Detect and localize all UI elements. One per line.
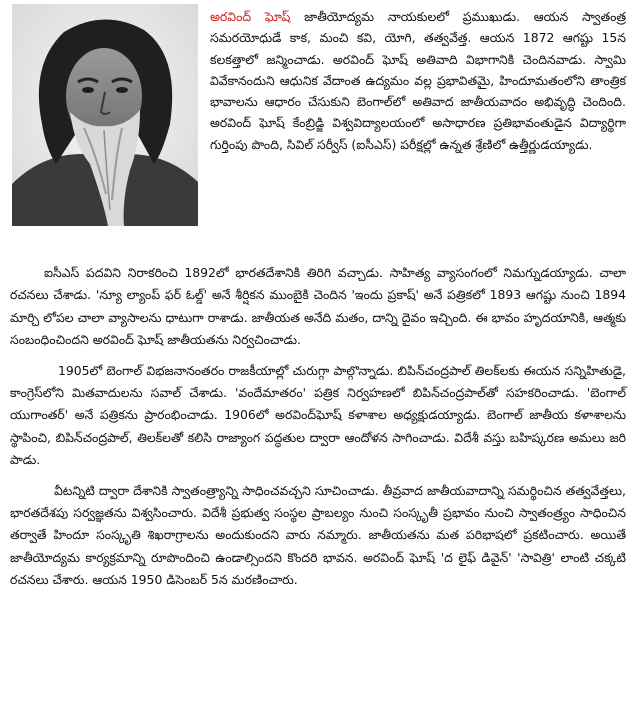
article-body xyxy=(10,262,626,600)
paragraph-philosophy-and-death: వీటన్నిటి ద్వారా దేశానికి స్వాతంత్ర్యాన్ని సాధించవచ్చని సూచించాడు. తీవ్రవాద జాతీయవాదాన్ని సమర్థించిన తత్వవేత్తలు, భారతదేశపు సర్వజ్ఞతను విశ్వసించారు. విదేశీ ప్రభుత్వ సంస్థల ప్రాబల్యం నుంచి సంస్కృతీ ప్రభావం నుంచి స్వాతంత్ర్యం సాధించిన తర్వాతే హిందూ సంస్కృతి శిఖరాగ్రాలను అందుకుందని వారు నమ్మారు. జాతీయతను మత పరిభాషలో ప్రకటించారు. అయితే జాతీయోద్యమ కార్యక్రమాన్ని రూపొందించి ఉండాల్సిందని కొందరి భావన. అరవింద్‌ ఘోష్‌ 'ద లైఫ్‌ డివైన్‌' 'సావిత్రి' లాంటి చక్కటి రచనలు చేశారు. ఆయన 1950 డిసెంబర్‌ 5న మరణించారు. xyxy=(10,482,626,588)
intro-paragraph xyxy=(210,6,626,155)
paragraph-political-activity: 1905లో బెంగాల్‌ విభజనానంతరం రాజకీయాల్లో చురుగ్గా పాల్గొన్నాడు. బిపిన్‌చంద్రపాల్‌ తిలక్‌లకు ఈయన సన్నిహితుడై, కాంగ్రెస్‌లోని మితవాదులను సవాల్‌ చేశాడు. 'వందేమాతరం' పత్రిక నిర్వహణలో బిపిన్‌చంద్రపాల్‌తో సహకరించాడు. 'బెంగాల్‌ యుగాంతర్‌' అనే పత్రికను ప్రారంభించాడు. 1906లో అరవింద్‌ఘోష్‌ కళాశాల అధ్యక్షుడయ్యాడు. బెంగాల్‌ జాతీయ కళాశాలను స్థాపించి, బిపిన్‌చంద్రపాల్‌, తిలక్‌లతో కలిసి రాజ్యాంగ పద్ధతుల ద్వారా ఆందోళన సాగించాడు. విదేశీ వస్తు బహిష్కరణ అమలు జరి పాడు. xyxy=(10,362,626,468)
portrait-illustration xyxy=(12,4,198,226)
intro-text: జాతీయోద్యమ నాయకులలో ప్రముఖుడు. ఆయన స్వాతంత్ర సమరయోధుడే కాక, మంచి కవి, యోగి, తత్వవేత్త. ఆయన 1872 ఆగష్టు 15న కలకత్తాలో జన్మించాడు. అరవింద్‌ ఘోష్‌ అతివాది విభాగానికి చెందినవాడు. స్వామి వివేకానందుని ఆధునిక వేదాంత ఉద్యమం వల్ల ప్రభావితమై, హిందూమతంలోని తాంత్రిక భావాలను ఆధారం చేసుకుని బెంగాల్‌లో అతివాద జాతీయవాదం అభివృద్ధి చెందింది. అరవింద్‌ ఘోష్‌ కేంబ్రిడ్జి విశ్వవిద్యాలయంలో అసాధారణ ప్రతిభావంతుడైన విద్యార్థిగా గుర్తింపు పొంది, సివిల్‌ సర్వీస్‌ (ఐసీఎస్‌) పరీక్షల్లో ఉన్నత శ్రేణిలో ఉత్తీర్ణుడయ్యాడు. xyxy=(210,9,626,152)
paragraph-return-to-india: ఐసీఎస్‌ పదవిని నిరాకరించి 1892లో భారతదేశానికి తిరిగి వచ్చాడు. సాహిత్య వ్యాసంగంలో నిమగ్నుడయ్యాడు. చాలా రచనలు చేశాడు. 'న్యూ ల్యాంప్‌ ఫర్‌ ఓల్డ్‌' అనే శీర్షికన ముంబైకి చెందిన 'ఇందు ప్రకాష్‌' అనే పత్రికలో 1893 ఆగష్టు నుంచి 1894 మార్చి లోపల చాలా వ్యాసాలను ధాటుగా రాశాడు. జాతీయత అనేది మతం, దాన్ని దైవం ఇచ్చింది. ఈ భావం హృదయానికి, ఆత్మకు సంబంధించిందని అరవింద్‌ ఘోష్‌ జాతీయతను నిర్వచించాడు. xyxy=(10,265,626,348)
subject-name: అరవింద్‌ ఘోష్‌ xyxy=(210,9,291,24)
portrait-photo xyxy=(12,4,198,226)
